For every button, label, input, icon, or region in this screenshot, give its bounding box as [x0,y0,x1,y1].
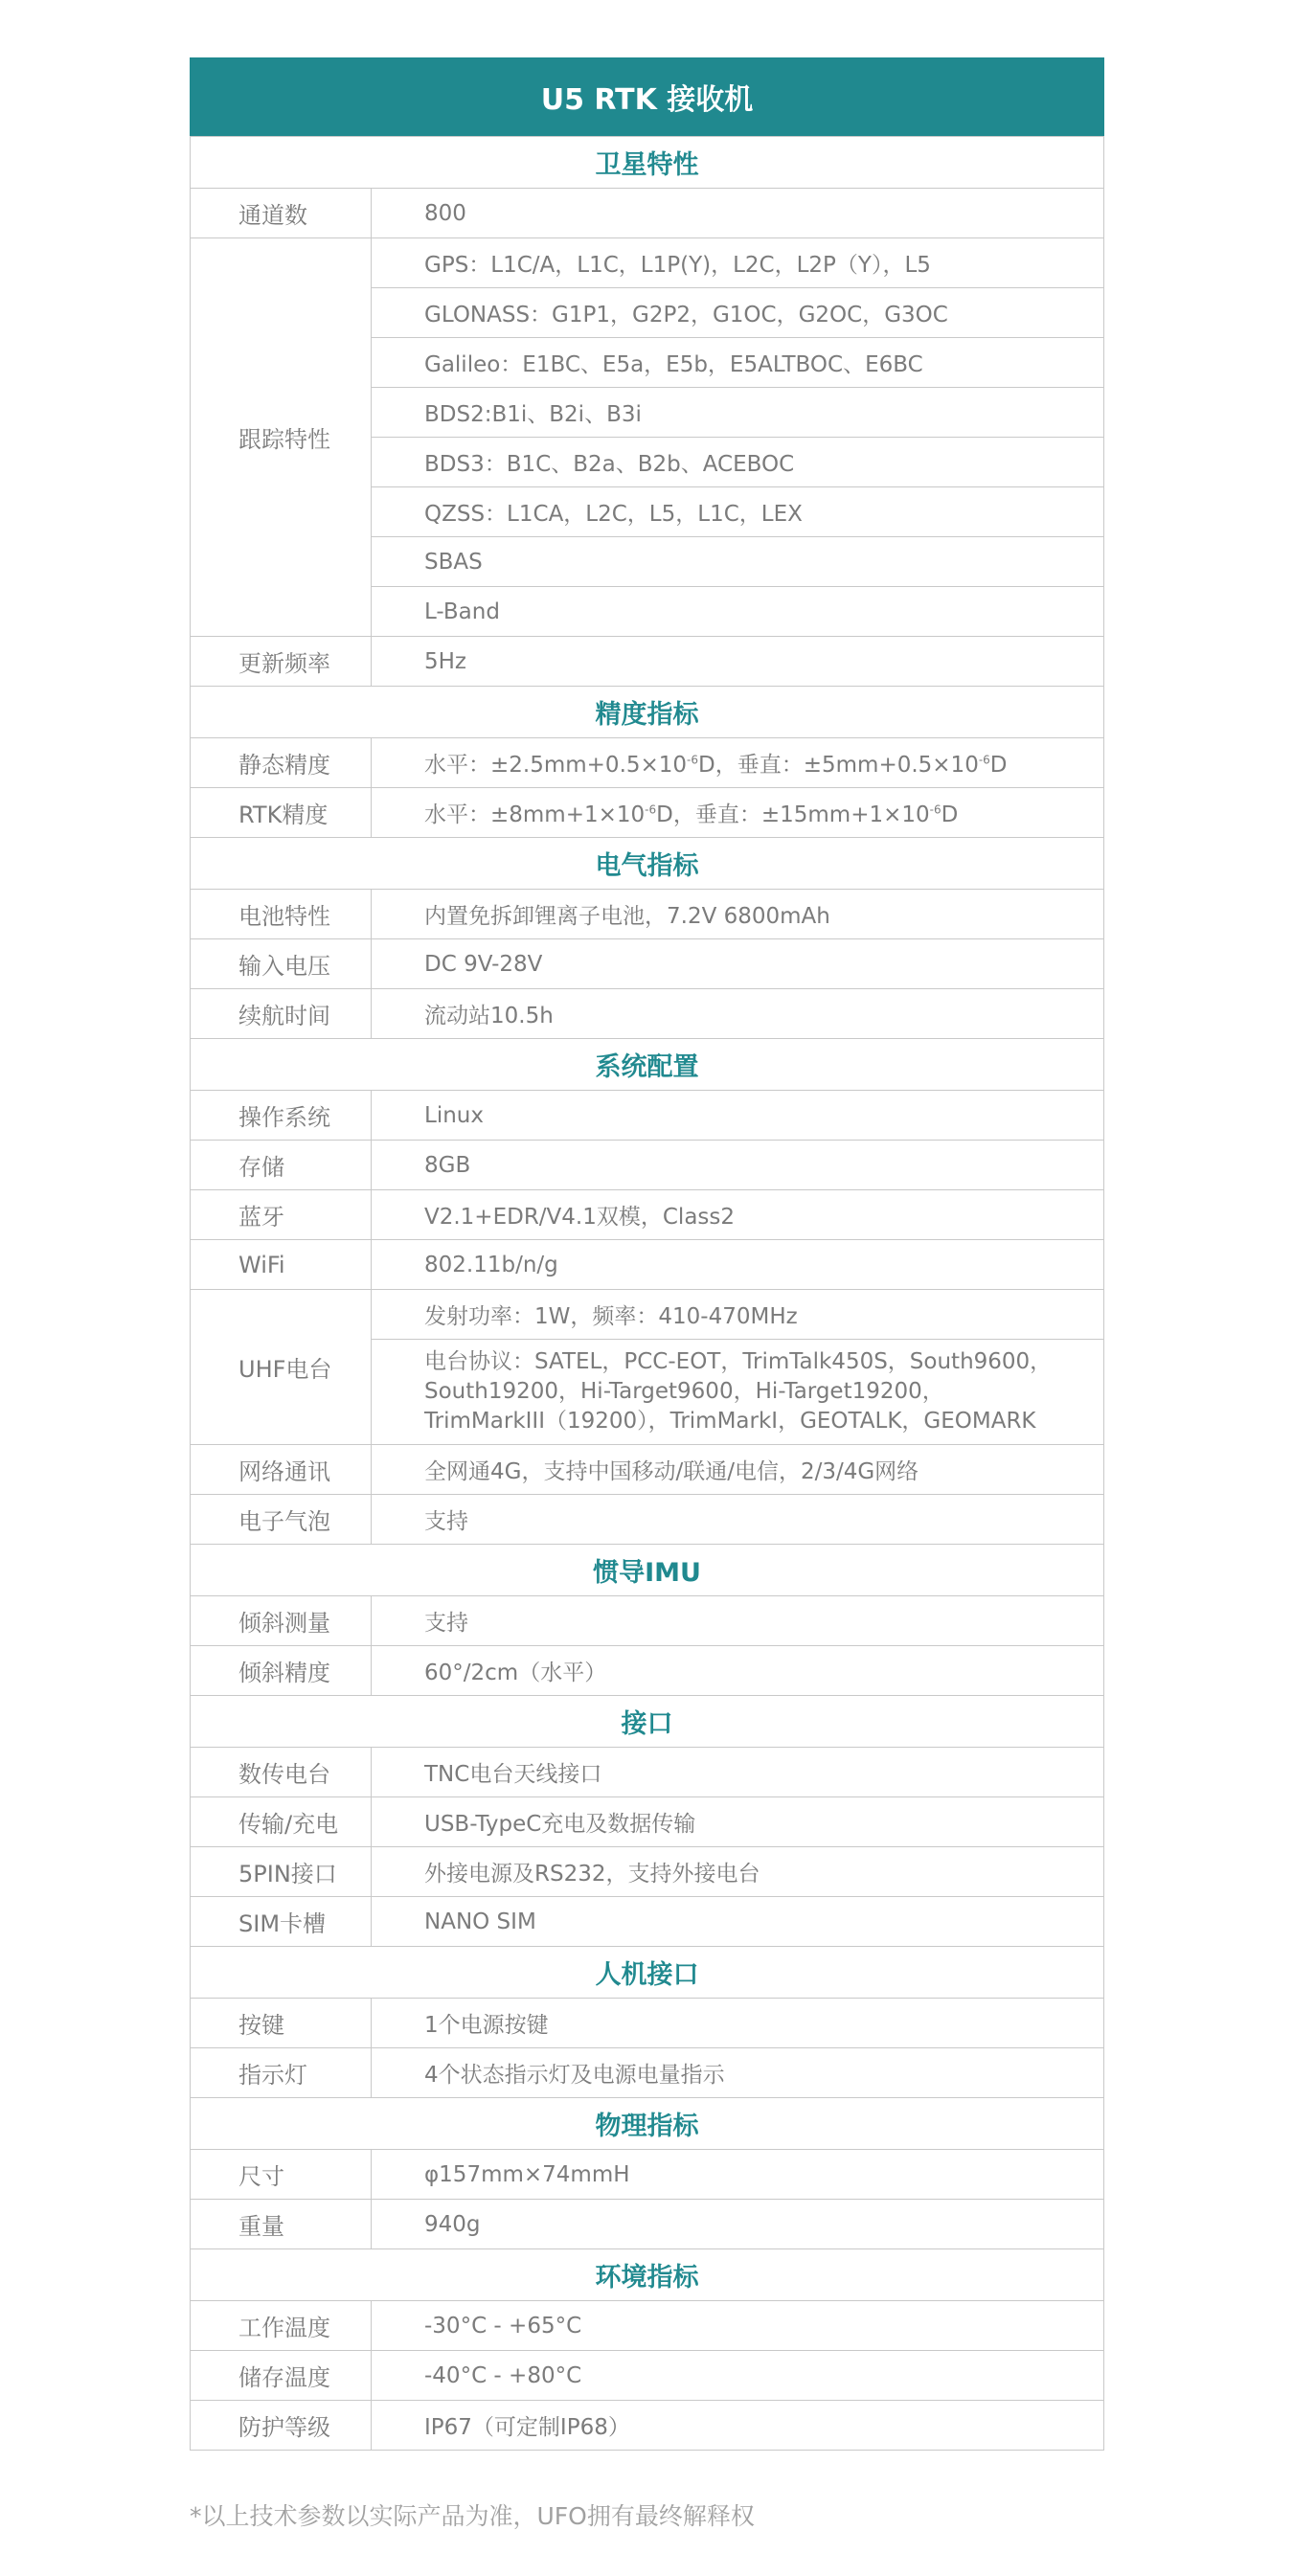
value-part: D [989,753,1008,778]
footnote: *以上技术参数以实际产品为准，UFO拥有最终解释权 [190,2502,755,2530]
row-label: 输入电压 [191,939,372,989]
row-label: 倾斜测量 [191,1596,372,1646]
section-title: 惯导IMU [191,1545,1104,1596]
row-value [372,1340,1104,1445]
section-header-environment [191,2249,1104,2301]
table-row [191,788,1104,838]
row-value: V2.1+EDR/V4.1双模，Class2 [372,1190,1104,1240]
row-label: 操作系统 [191,1091,372,1141]
table-row [191,890,1104,939]
row-value: GPS：L1C/A，L1C，L1P(Y)，L2C，L2P（Y），L5 [372,238,1104,288]
row-label: 指示灯 [191,2048,372,2098]
row-value: 发射功率：1W，频率：410-470MHz [372,1290,1104,1340]
row-value: 流动站10.5h [372,989,1104,1039]
table-row [191,2401,1104,2451]
exponent: -6 [687,753,699,767]
row-value: φ157mm×74mmH [372,2150,1104,2200]
row-label: 数传电台 [191,1748,372,1797]
row-value: 4个状态指示灯及电源电量指示 [372,2048,1104,2098]
section-title: 人机接口 [191,1947,1104,1999]
section-title: 物理指标 [191,2098,1104,2150]
table-row [191,2048,1104,2098]
value-part: D [941,802,959,827]
exponent: -6 [645,802,657,817]
row-value: BDS3：B1C、B2a、B2b、ACEBOC [372,438,1104,487]
exponent: -6 [929,802,941,817]
section-header-interface [191,1696,1104,1748]
spec-grid [190,136,1104,2451]
table-row [191,1897,1104,1947]
value-part: D，垂直：±15mm+1×10 [656,802,930,827]
protocol-line: TrimMarkIII（19200），TrimMarkI，GEOTALK，GEOMARK [424,1409,1036,1434]
row-value: 802.11b/n/g [372,1240,1104,1290]
section-title: 接口 [191,1696,1104,1748]
row-label: 跟踪特性 [191,238,372,637]
table-row [191,1240,1104,1290]
table-row [191,2301,1104,2351]
row-value: -40°C - +80°C [372,2351,1104,2401]
row-value: 1个电源按键 [372,1999,1104,2048]
protocol-line: South19200，Hi-Target9600，Hi-Target19200， [424,1379,944,1404]
row-label: RTK精度 [191,788,372,838]
value-part: 水平：±2.5mm+0.5×10 [424,753,688,778]
section-header-system [191,1039,1104,1091]
table-row [191,1141,1104,1190]
row-label: 静态精度 [191,738,372,788]
table-row [191,2150,1104,2200]
table-row [191,738,1104,788]
row-label: 存储 [191,1141,372,1190]
row-value: IP67（可定制IP68） [372,2401,1104,2451]
row-label: 续航时间 [191,989,372,1039]
row-value: SBAS [372,537,1104,587]
section-title: 电气指标 [191,838,1104,890]
table-row [191,989,1104,1039]
table-row [191,2351,1104,2401]
table-row [191,238,1104,288]
table-row [191,1999,1104,2048]
table-row [191,637,1104,687]
row-label: 防护等级 [191,2401,372,2451]
row-value: 5Hz [372,637,1104,687]
row-value [372,738,1104,788]
row-label: UHF电台 [191,1290,372,1445]
section-header-physical [191,2098,1104,2150]
row-label: 储存温度 [191,2351,372,2401]
section-title: 系统配置 [191,1039,1104,1091]
row-label: 蓝牙 [191,1190,372,1240]
row-label: 电池特性 [191,890,372,939]
row-label: 重量 [191,2200,372,2249]
row-label: 工作温度 [191,2301,372,2351]
table-row [191,1190,1104,1240]
row-label: 电子气泡 [191,1495,372,1545]
section-header-satellite [191,137,1104,189]
row-value: DC 9V-28V [372,939,1104,989]
row-value: L-Band [372,587,1104,637]
row-value: 800 [372,189,1104,238]
table-row [191,189,1104,238]
table-row [191,1797,1104,1847]
row-label: 网络通讯 [191,1445,372,1495]
row-label: 倾斜精度 [191,1646,372,1696]
section-title: 环境指标 [191,2249,1104,2301]
row-value: Galileo：E1BC、E5a，E5b，E5ALTBOC、E6BC [372,338,1104,388]
table-row [191,1748,1104,1797]
row-label: 更新频率 [191,637,372,687]
row-value: 940g [372,2200,1104,2249]
row-value: TNC电台天线接口 [372,1748,1104,1797]
row-label: 按键 [191,1999,372,2048]
exponent: -6 [978,753,990,767]
table-row [191,939,1104,989]
row-value: 支持 [372,1495,1104,1545]
section-header-precision [191,687,1104,738]
section-title: 卫星特性 [191,137,1104,189]
row-value: -30°C - +65°C [372,2301,1104,2351]
table-row [191,1847,1104,1897]
row-value [372,788,1104,838]
row-value: QZSS：L1CA，L2C，L5，L1C，LEX [372,487,1104,537]
row-label: 通道数 [191,189,372,238]
row-value: 支持 [372,1596,1104,1646]
row-value: 全网通4G，支持中国移动/联通/电信，2/3/4G网络 [372,1445,1104,1495]
section-title: 精度指标 [191,687,1104,738]
table-row [191,2200,1104,2249]
row-value: 8GB [372,1141,1104,1190]
table-row [191,1495,1104,1545]
row-label: 传输/充电 [191,1797,372,1847]
row-value: GLONASS：G1P1，G2P2，G1OC，G2OC，G3OC [372,288,1104,338]
value-part: 水平：±8mm+1×10 [424,802,646,827]
section-header-hmi [191,1947,1104,1999]
row-value: 外接电源及RS232，支持外接电台 [372,1847,1104,1897]
table-row [191,1290,1104,1340]
row-value: BDS2:B1i、B2i、B3i [372,388,1104,438]
row-label: 5PIN接口 [191,1847,372,1897]
protocol-line: 电台协议：SATEL，PCC-EOT，TrimTalk450S，South9600， [424,1349,1053,1374]
row-value: USB-TypeC充电及数据传输 [372,1797,1104,1847]
row-label: 尺寸 [191,2150,372,2200]
section-header-imu [191,1545,1104,1596]
row-value: 60°/2cm（水平） [372,1646,1104,1696]
table-row [191,1646,1104,1696]
table-title: U5 RTK 接收机 [190,57,1104,136]
row-label: SIM卡槽 [191,1897,372,1947]
table-row [191,1445,1104,1495]
section-header-electrical [191,838,1104,890]
row-value: 内置免拆卸锂离子电池，7.2V 6800mAh [372,890,1104,939]
row-label: WiFi [191,1240,372,1290]
row-value: NANO SIM [372,1897,1104,1947]
table-row [191,1596,1104,1646]
spec-table [190,57,1104,2451]
table-row [191,1091,1104,1141]
value-part: D，垂直：±5mm+0.5×10 [698,753,979,778]
row-value: Linux [372,1091,1104,1141]
